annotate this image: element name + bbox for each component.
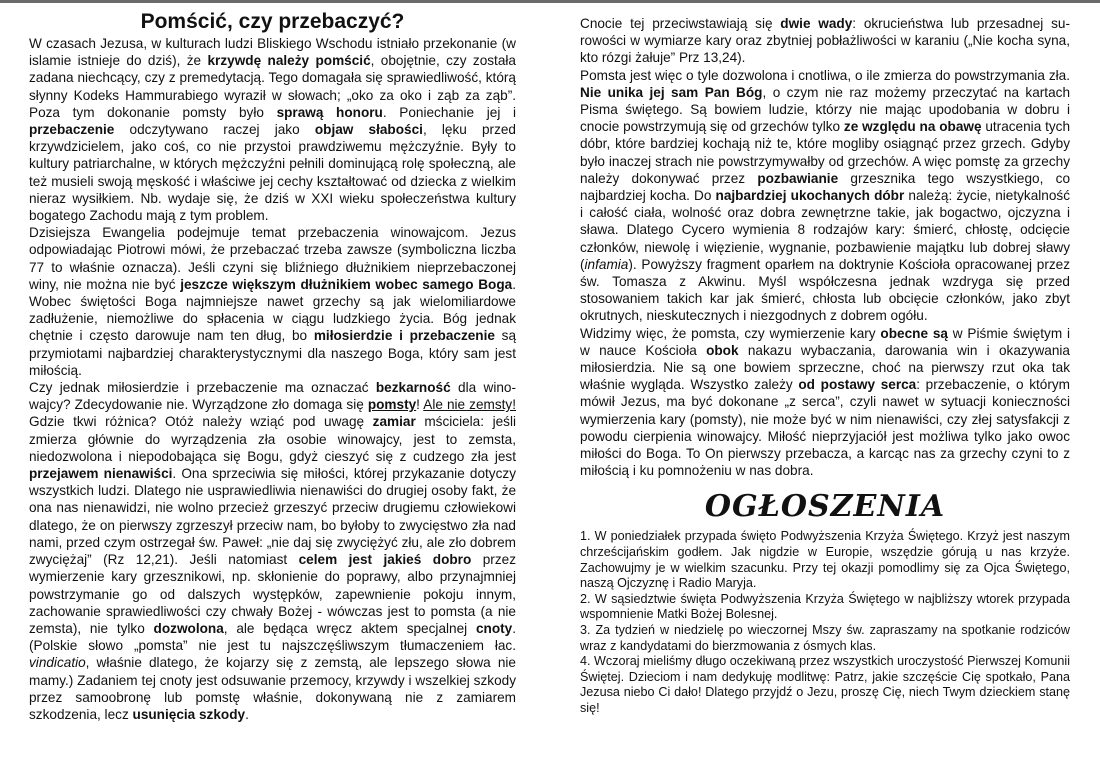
article-paragraph: Cnocie tej przeciwstawiają się dwie wady: okrucieństwa lub przesadnej surowości w wymiarze kary oraz zbytniej pobłażliwości w karaniu („Nie kocha syna, kto rózgi żałuje” Prz 13,24). [580, 16, 1070, 66]
article-right-column [580, 15, 1070, 717]
article-paragraph: Pomsta jest więc o tyle dozwolona i cnotliwa, o ile zmierza do powstrzymania zła. Nie unika jej sam Pan Bóg, o czym nie raz możemy przeczytać na kartach Pisma świętego. Są bowiem ludzie, którzy nie mając upodobania w dobru i cnocie powstrzymują się od grzechów tylko ze względu na obawę utracenia tych dóbr, które bardziej kochają niż te, które mogliby osiągnąć przez grzech. Gdyby było inaczej strach nie powstrzymywałby od grzechów. A więc pomstę za grzechy należy dokonywać przez pozbawianie grzesznika tego wszystkiego, co najbardziej kocha. Do najbardziej ukochanych dóbr należą: życie, nietykalność i całość ciała, wolność oraz dobra zewnętrzne takie, jak bogactwo, ojczyzna i sława. Dlatego Cycero wymienia 8 rodzajów kary: śmierć, chłostę, odcięcie członków, niewolę i więzienie, wygnanie, pozbawienie majątku lub dobrej sławy (infamia). Powyższy fragment oparłem na doktrynie Kościoła opracowanej przez św. Tomasza z Akwinu. Myśl współczesna jednak wzdryga się przed stosowaniem takich kar jak śmierć, chłosta lub obcięcie członków, jako zbyt okrutnych, nieskutecznych i niezgodnych z dobrem ogółu. [580, 67, 1071, 324]
article-paragraph: Widzimy więc, że pomsta, czy wymierzenie kary obecne są w Piśmie świętym i w nauce Kościoła obok nakazu wybaczania, darowania win i okazywania miłosierdzia. Nie są one bowiem sprzeczne, choć na pierwszy rzut oka tak właśnie wygląda. Wszystko zależy od postawy serca: przebaczenie, o którym mówił Jezus, ma być dokonane „z serca”, czyli nawet w sytuacji konieczności wymierzenia kary (pomsty), nie może być w nim nienawiści, czy złej satysfakcji z powodu cierpienia winowajcy. Miłość nieprzyjaciół jest możliwa tylko jako owoc miłości do Boga. To On pierwszy przebacza, a karcąc nas za grzechy czyni to z miłością i ku pomnożeniu w nas dobra. [580, 325, 1070, 479]
article-paragraph: W czasach Jezusa, w kulturach ludzi Bliskiego Wschodu istniało przekonanie (w islamie istnieje do dziś), że krzywdę należy pomścić, obojętnie, czy została zadana niechcący, czy z premedytacją. Tego domagała się sprawiedliwość, którą słynny Kodeks Hammurabiego wyraził w słowach; „oko za oko i ząb za ząb”. Poza tym dokonanie pomsty było sprawą honoru. Poniechanie jej i przebaczenie odczytywano raczej jako objaw słabości, lęku przed krzywdzicielem, jako coś, co nie przystoi prawdziwemu mężczyźnie. Były to kultury patriarchalne, w których mężczyźni pełnili dominującą rolę społeczną, ale też musieli swoją męskość i właściwe jej cechy kształtować od dziecka z wielkim nieraz wysiłkiem. Nb. wydaje się, że dziś w XXI wieku społeczeństwa kultury bogatego Zachodu mają z tym problem. [29, 36, 516, 224]
article-left-body [29, 35, 516, 723]
announcement-item: 4. Wczoraj mieliśmy długo oczekiwaną przez wszystkich uroczystość Pierwszej Komunii Świętej. Dzieciom i nam dedykuję modlitwę: Patrz, jakie szczęście Cię spotkało, Pana Jezusa niebo Ci dało! Dlatego przyjdź o Jezu, proszę Cię, niech Twym dzieckiem stanę się! [580, 654, 1070, 716]
announcement-item: 3. Za tydzień w niedzielę po wieczornej Mszy św. zapraszamy na spotkanie rodziców wraz z kandydatami do bierzmowania z ósmych klas. [580, 623, 1070, 653]
article-right-body [580, 15, 1070, 479]
article-paragraph: Czy jednak miłosierdzie i przebaczenie ma oznaczać bezkarność dla winowajcy? Zdecydowanie nie. Wyrządzone zło domaga się pomsty! Ale nie zemsty! Gdzie tkwi różnica? Otóż należy wziąć pod uwagę zamiar mściciela: jeśli zmierza głównie do wyrządzenia zła osobie winowajcy, jest to zemsta, niedozwolona i niepodobająca się Bogu, gdyż cieszyć się z cudzego zła jest przejawem nienawiści. Ona sprzeciwia się miłości, której przykazanie dotyczy wszystkich ludzi. Dlatego nie usprawiedliwia nienawiści do drugiej osoby fakt, że ona nas nienawidzi, nie wolno przecież grzeszyć przeciw drugiemu człowiekowi dlatego, że on pierwszy zgrzeszył przeciw nam, bo byłoby to zwycięstwo zła nad nami, przed czym ostrzegał św. Paweł: „nie daj się zwyciężyć złu, ale zło dobrem zwyciężaj” (Rz 12,21). Jeśli natomiast celem jest jakieś dobro przez wymierzenie kary grzesznikowi, np. skłonienie do poprawy, albo przynajmniej powstrzymanie go od dalszych występków, zapewnienie pokoju innym, zachowanie sprawiedliwości czy chwały Bożej - wówczas jest to pomsta (a nie zemsta), nie tylko dozwolona, ale będąca wręcz aktem specjalnej cnoty. (Polskie słowo „pomsta” nie jest tu najszczęśliwszym tłumaczeniem łac. vindicatio, właśnie dlatego, że kojarzy się z zemstą, ale lepszego słowa nie mamy.) Zadaniem tej cnoty jest odsuwanie przemocy, krzywdy i wszelkiej szkody przez samoobronę lub pomstę właśnie, dokonywaną nie z zamiarem szkodzenia, lecz usunięcia szkody. [29, 380, 516, 722]
announcement-item: 1. W poniedziałek przypada święto Podwyższenia Krzyża Świętego. Krzyż jest naszym chrześcijańskim godłem. Jak nigdzie w Europie, wszędzie górują u nas krzyże. Zachowujmy je w wielkim szacunku. Przy tej okazji pomodlimy się za Ojca Świętego, naszą Ojczyznę i Radio Maryja. [580, 529, 1070, 591]
article-paragraph: Dzisiejsza Ewangelia podejmuje temat przebaczenia winowajcom. Jezus odpowiadając Piotrowi mówi, że przebaczać trzeba zawsze (symboliczna liczba 77 to właśnie oznacza). Jeśli czyni się bliźniego dłużnikiem nieprzebaczonej winy, nie można nie być jeszcze większym dłużnikiem wobec samego Boga. Wobec świętości Boga najmniejsze nawet grzechy są jak wielomiliardowe zadłużenie, niemożliwe do spłacenia w ciągu ludzkiego życia. Bóg jednak chętnie i często darowuje nam ten dług, bo miłosierdzie i przebaczenie są przymiotami najbardziej charakterystycznymi dla naszego Boga, który sam jest miłością. [29, 225, 517, 378]
article-title: Pomścić, czy przebaczyć? [140, 10, 405, 33]
announcements-title: OGŁOSZENIA [704, 489, 946, 525]
announcements-list [580, 529, 1070, 716]
announcement-item: 2. W sąsiedztwie święta Podwyższenia Krzyża Świętego w najbliższy wtorek przypada wspomnienie Matki Bożej Bolesnej. [580, 591, 1070, 622]
article-left-column [29, 9, 516, 723]
